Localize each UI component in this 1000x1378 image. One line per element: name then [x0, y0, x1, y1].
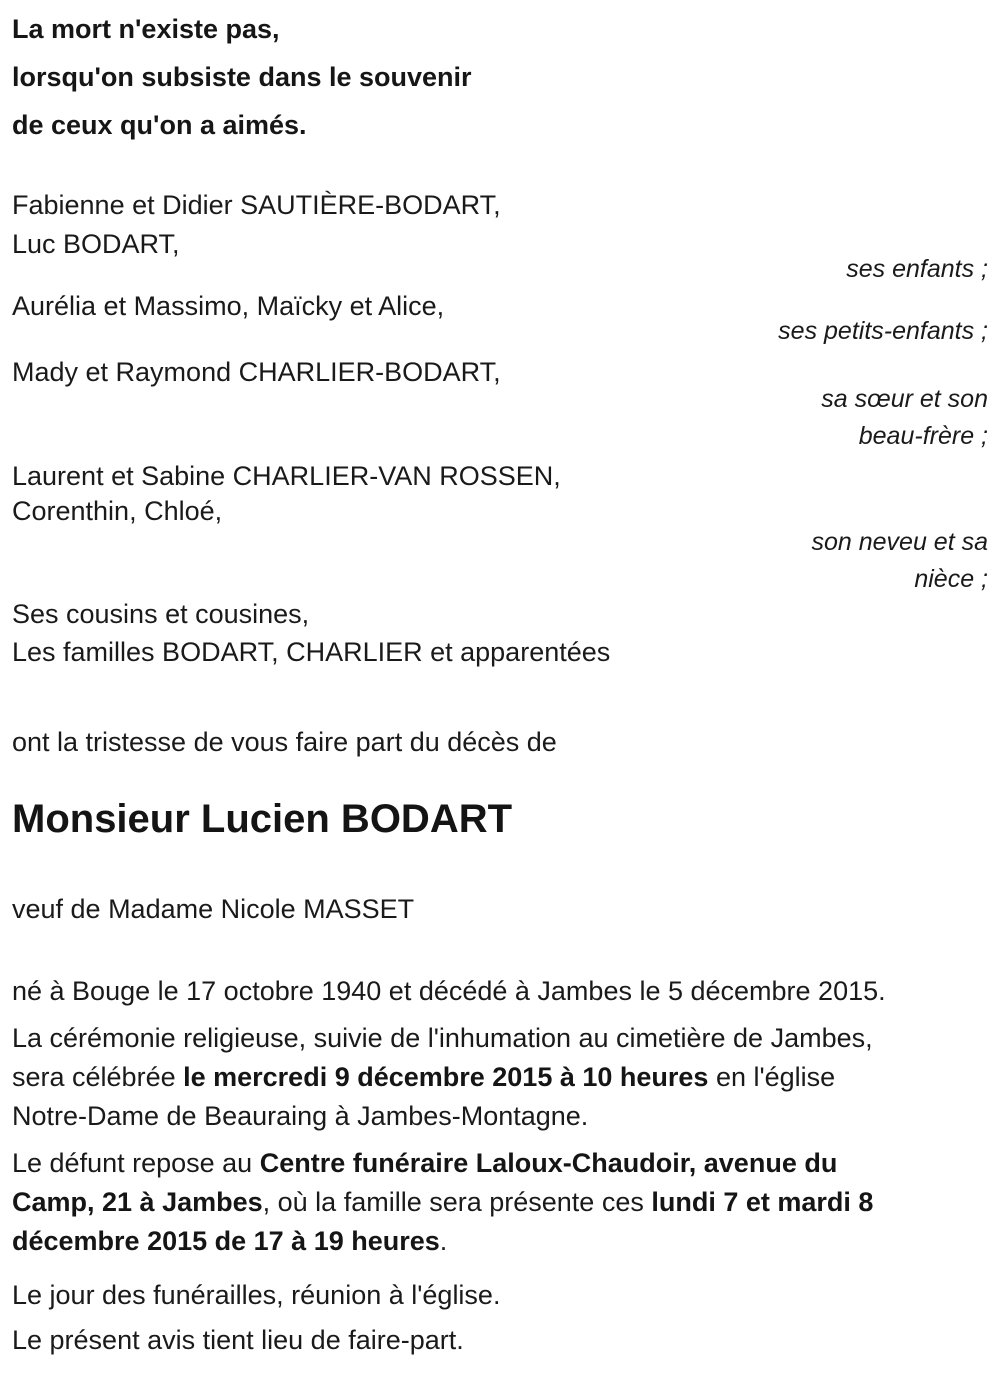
relation-label: beau-frère ; — [858, 422, 988, 450]
epigraph — [12, 5, 988, 149]
detail-line: Notre-Dame de Beauraing à Jambes-Montagne. — [12, 1101, 589, 1131]
family-list — [12, 186, 988, 671]
detail-line: né à Bouge le 17 octobre 1940 et décédé à Jambes le 5 décembre 2015. — [12, 976, 886, 1006]
family-name-line: Aurélia et Massimo, Maïcky et Alice, — [12, 291, 445, 321]
relation-label: ses enfants ; — [846, 255, 988, 283]
family-name-line: Laurent et Sabine CHARLIER-VAN ROSSEN, — [12, 461, 561, 491]
paragraph-notice — [12, 1321, 988, 1360]
paragraph-funeral-home — [12, 1144, 988, 1261]
paragraph-church-meeting — [12, 1276, 988, 1315]
detail-line: Le présent avis tient lieu de faire-part. — [12, 1325, 464, 1355]
detail-line: Camp, 21 à Jambes, où la famille sera présente ces lundi 7 et mardi 8 — [12, 1187, 874, 1217]
paragraph-birth-death — [12, 972, 988, 1011]
family-name-line: Fabienne et Didier SAUTIÈRE-BODART, — [12, 190, 501, 220]
detail-line: La cérémonie religieuse, suivie de l'inhumation au cimetière de Jambes, — [12, 1023, 873, 1053]
epigraph-line-1: La mort n'existe pas, — [12, 14, 280, 44]
epigraph-line-2: lorsqu'on subsiste dans le souvenir — [12, 62, 472, 92]
family-name-line: Les familles BODART, CHARLIER et apparentées — [12, 637, 611, 667]
relation-label: ses petits-enfants ; — [778, 317, 988, 345]
detail-line: Le jour des funérailles, réunion à l'église. — [12, 1280, 501, 1310]
relation-label: nièce ; — [914, 565, 988, 593]
relation-label: son neveu et sa — [811, 528, 988, 556]
deceased-subtitle: veuf de Madame Nicole MASSET — [12, 894, 415, 924]
detail-line: Le défunt repose au Centre funéraire Laloux-Chaudoir, avenue du — [12, 1148, 838, 1178]
family-name-line: Corenthin, Chloé, — [12, 496, 223, 526]
family-name-line: Mady et Raymond CHARLIER-BODART, — [12, 357, 501, 387]
epigraph-line-3: de ceux qu'on a aimés. — [12, 110, 307, 140]
family-name-line: Luc BODART, — [12, 229, 180, 259]
relation-label: sa sœur et son — [821, 385, 988, 413]
intro-line: ont la tristesse de vous faire part du décès de — [12, 727, 557, 757]
funeral-details — [12, 972, 988, 1360]
deceased-name: Monsieur Lucien BODART — [12, 797, 513, 841]
detail-line: décembre 2015 de 17 à 19 heures. — [12, 1226, 448, 1256]
family-name-line: Ses cousins et cousines, — [12, 599, 310, 629]
detail-line: sera célébrée le mercredi 9 décembre 2015 à 10 heures en l'église — [12, 1062, 836, 1092]
paragraph-ceremony — [12, 1019, 988, 1136]
